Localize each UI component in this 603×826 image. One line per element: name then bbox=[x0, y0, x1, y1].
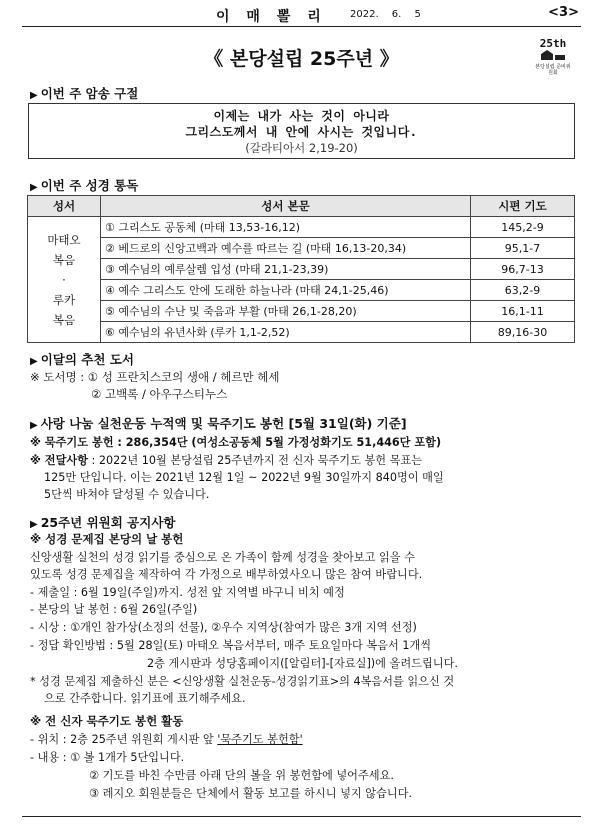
col-text: 성서 본문 bbox=[101, 196, 471, 217]
content-3: ③ 레지오 회원분들은 단체에서 활동 보고를 하시니 넣지 않습니다. bbox=[89, 787, 413, 800]
table-row bbox=[28, 280, 575, 301]
triangle-icon: ▶ bbox=[30, 90, 38, 101]
triangle-icon: ▶ bbox=[30, 519, 38, 530]
committee-sub-2: ※ 전 신자 묵주기도 봉헌 활동 bbox=[30, 714, 184, 728]
content-2: ② 기도를 바친 수만큼 아래 단의 볼을 위 봉헌함에 넣어주세요. bbox=[89, 769, 394, 782]
psalm-text: 96,7-13 bbox=[471, 259, 575, 280]
table-row bbox=[28, 322, 575, 343]
psalm-text: 145,2-9 bbox=[471, 217, 575, 238]
memory-verse-box bbox=[28, 103, 575, 159]
header-divider bbox=[22, 26, 581, 27]
verse-reference: (갈라티아서 2,19-20) bbox=[245, 141, 358, 155]
books-heading: ▶ 이달의 추천 도서 bbox=[30, 352, 134, 367]
content-1: - 내용 : ① 볼 1개가 5단입니다. bbox=[30, 751, 185, 764]
offering-date: - 본당의 날 봉헌 : 6월 26일(주일) bbox=[30, 603, 198, 616]
reading-text: ⑤ 예수님의 수난 및 죽음과 부활 (마태 26,1-28,20) bbox=[101, 301, 471, 322]
committee-intro-2: 있도록 성경 문제집을 제작하여 각 가정으로 배부하였사오니 많은 참여 바랍니다. bbox=[30, 568, 423, 581]
location-line: - 위치 : 2층 25주년 위원회 게시판 앞 '묵주기도 봉헌함' bbox=[30, 733, 303, 746]
verse-line-1: 이제는 내가 사는 것이 아니라 bbox=[213, 109, 390, 123]
note-line-2: 으로 간주합니다. 읽기표에 표기해주세요. bbox=[44, 692, 246, 705]
notice-line-3: 5단씩 바쳐야 달성될 수 있습니다. bbox=[44, 488, 210, 501]
table-row bbox=[28, 259, 575, 280]
verse-line-2: 그리스도께서 내 안에 사시는 것입니다. bbox=[185, 125, 418, 139]
newsletter-name: 이 매 뽈 리 bbox=[216, 9, 327, 25]
memory-verse-heading: ▶ 이번 주 암송 구절 bbox=[30, 86, 139, 101]
rosary-offering: ※ 묵주기도 봉헌 : 286,354단 (여성소공동체 5월 가정성화기도 51,446단 포함) bbox=[30, 436, 442, 449]
answer-check: - 정답 확인방법 : 5월 28일(토) 마태오 복음서부터, 매주 토요일마다 복음서 1개씩 bbox=[30, 639, 432, 652]
notice-line-2: 125만 단입니다. 이는 2021년 12월 1일 ~ 2022년 9월 30일까지 840명이 매일 bbox=[44, 471, 444, 484]
answer-check-2: 2층 게시판과 성당홈페이지([알림터]-[자료실])에 올려드립니다. bbox=[147, 657, 458, 670]
reading-text: ④ 예수 그리스도 안에 도래한 하늘나라 (마태 24,1-25,46) bbox=[101, 280, 471, 301]
reading-text: ① 그리스도 공동체 (마태 13,53-16,12) bbox=[101, 217, 471, 238]
table-header-row bbox=[28, 196, 575, 217]
triangle-icon: ▶ bbox=[30, 356, 38, 367]
book-line-2: ② 고백록 / 아우구스티누스 bbox=[91, 387, 228, 401]
psalm-text: 89,16-30 bbox=[471, 322, 575, 343]
committee-intro-1: 신앙생활 실천의 성경 읽기를 중심으로 온 가족이 함께 성경을 찾아보고 읽을 수 bbox=[30, 551, 415, 564]
anniversary-logo bbox=[535, 38, 571, 78]
footer-divider bbox=[22, 816, 581, 817]
issue-date: 2022. 6. 5 bbox=[350, 9, 421, 20]
page-title: 《 본당설립 25주년 》 bbox=[204, 48, 399, 70]
col-psalm: 시편 기도 bbox=[471, 196, 575, 217]
logo-caption: 본당설립 준비위원회 bbox=[535, 64, 571, 76]
reading-text: ② 베드로의 신앙고백과 예수를 따르는 길 (마태 16,13-20,34) bbox=[101, 238, 471, 259]
submit-date: - 제출일 : 6월 19일(주일)까지. 성전 앞 지역별 바구니 비치 예정 bbox=[30, 586, 345, 599]
triangle-icon: ▶ bbox=[30, 420, 38, 431]
book-line-1: ※ 도서명 : ① 성 프란치스코의 생애 / 헤르만 헤세 bbox=[30, 370, 280, 384]
table-row bbox=[28, 301, 575, 322]
book-cell: 마태오 복음 · 루카 복음 bbox=[28, 217, 101, 343]
bible-reading-table bbox=[27, 195, 575, 343]
church-icon bbox=[539, 49, 567, 61]
note-line-1: * 성경 문제집 제출하신 분은 <신앙생활 실천운동-성경읽기표>의 4복음서를 읽으신 것 bbox=[30, 675, 455, 688]
awards: - 시상 : ①개인 참가상(소정의 선물), ②우수 지역상(참여가 많은 3개 지역 선정) bbox=[30, 621, 417, 634]
committee-heading: ▶ 25주년 위원회 공지사항 bbox=[30, 515, 176, 530]
bible-reading-heading: ▶ 이번 주 성경 통독 bbox=[30, 178, 139, 193]
col-book: 성서 bbox=[28, 196, 101, 217]
charity-heading: ▶ 사랑 나눔 실천운동 누적액 및 묵주기도 봉헌 [5월 31일(화) 기준] bbox=[30, 416, 407, 431]
table-row bbox=[28, 217, 575, 238]
logo-number: 25th bbox=[539, 37, 567, 50]
page-number: <3> bbox=[548, 5, 579, 20]
table-row bbox=[28, 238, 575, 259]
notice-line-1: ※ 전달사항 : 2022년 10월 본당설립 25주년까지 전 신자 묵주기도 봉헌 목표는 bbox=[30, 454, 423, 467]
psalm-text: 95,1-7 bbox=[471, 238, 575, 259]
triangle-icon: ▶ bbox=[30, 182, 38, 193]
committee-sub-1: ※ 성경 문제집 본당의 날 봉헌 bbox=[30, 532, 184, 546]
reading-text: ⑥ 예수님의 유년사화 (루카 1,1-2,52) bbox=[101, 322, 471, 343]
psalm-text: 63,2-9 bbox=[471, 280, 575, 301]
reading-text: ③ 예수님의 예루살렘 입성 (마태 21,1-23,39) bbox=[101, 259, 471, 280]
psalm-text: 16,1-11 bbox=[471, 301, 575, 322]
